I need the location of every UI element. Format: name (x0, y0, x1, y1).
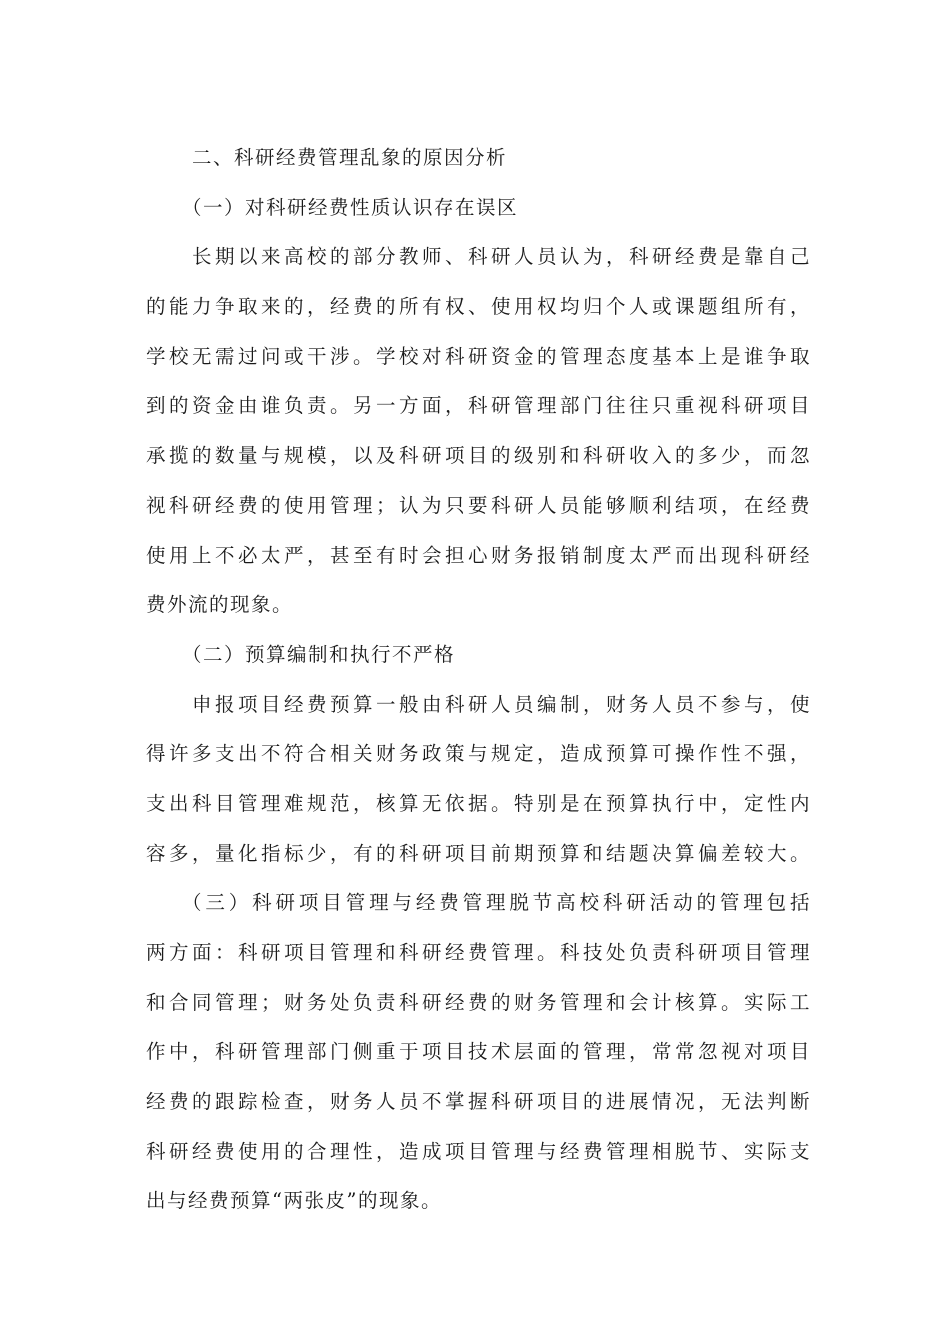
paragraph-3-line: 两方面：科研项目管理和科研经费管理。科技处负责科研项目管理 (146, 941, 811, 964)
paragraph-2-line: 容多，量化指标少，有的科研项目前期预算和结题决算偏差较大。 (146, 841, 811, 865)
paragraph-1-line: 承揽的数量与规模，以及科研项目的级别和科研收入的多少，而忽 (146, 444, 811, 468)
paragraph-3-line: 科研经费使用的合理性，造成项目管理与经费管理相脱节、实际支 (146, 1139, 811, 1163)
paragraph-1-line: 使用上不必太严，甚至有时会担心财务报销制度太严而出现科研经 (146, 543, 811, 567)
document-body (146, 133, 811, 1226)
paragraph-3-line: 和合同管理；财务处负责科研经费的财务管理和会计核算。实际工 (146, 990, 811, 1014)
paragraph-1-line: 费外流的现象。 (146, 593, 294, 617)
paragraph-3-line: 作中，科研管理部门侧重于项目技术层面的管理，常常忽视对项目 (146, 1040, 811, 1064)
subheading-2: （二）预算编制和执行不严格 (182, 642, 456, 666)
paragraph-3-line: （三）科研项目管理与经费管理脱节高校科研活动的管理包括 (182, 891, 811, 915)
paragraph-1-line: 的能力争取来的，经费的所有权、使用权均归个人或课题组所有， (146, 295, 811, 319)
subheading-1: （一）对科研经费性质认识存在误区 (182, 195, 519, 219)
paragraph-1-line: 学校无需过问或干涉。学校对科研资金的管理态度基本上是谁争取 (146, 344, 811, 368)
paragraph-1-line: 到的资金由谁负责。另一方面，科研管理部门往往只重视科研项目 (146, 394, 811, 418)
paragraph-3-line: 出与经费预算“两张皮”的现象。 (146, 1189, 442, 1213)
paragraph-2-line: 得许多支出不符合相关财务政策与规定，造成预算可操作性不强， (146, 742, 811, 766)
paragraph-1-line: 视科研经费的使用管理；认为只要科研人员能够顺利结项，在经费 (146, 493, 811, 517)
section-heading: 二、科研经费管理乱象的原因分析 (192, 146, 508, 169)
paragraph-3-line: 经费的跟踪检查，财务人员不掌握科研项目的进展情况，无法判断 (146, 1090, 811, 1114)
paragraph-2-line: 申报项目经费预算一般由科研人员编制，财务人员不参与，使 (192, 692, 811, 716)
paragraph-1-line: 长期以来高校的部分教师、科研人员认为，科研经费是靠自己 (192, 245, 811, 269)
paragraph-2-line: 支出科目管理难规范，核算无依据。特别是在预算执行中，定性内 (146, 791, 811, 815)
